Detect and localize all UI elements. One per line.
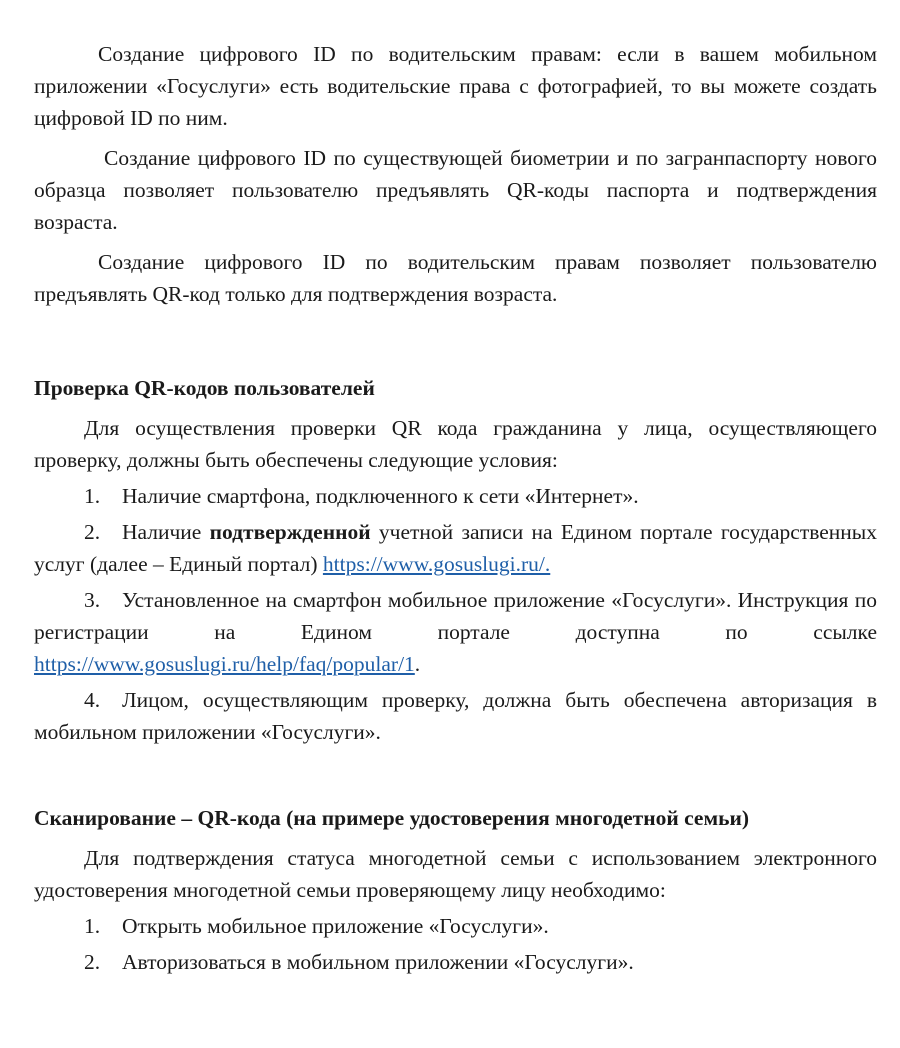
- list-item-app-installed: [34, 584, 877, 680]
- list-item-tail: .: [414, 652, 421, 676]
- list-item-text: Открыть мобильное приложение «Госуслуги».: [122, 914, 549, 938]
- faq-link[interactable]: https://www.gosuslugi.ru/help/faq/popular/1: [34, 652, 415, 676]
- list-item-open-app: [34, 910, 877, 942]
- list-number: 4.: [84, 688, 101, 712]
- section-heading-qr-check: Проверка QR-кодов пользователей: [34, 376, 375, 400]
- paragraph-qr-check-intro: Для осуществления проверки QR кода гражданина у лица, осуществляющего проверку, должны быть обеспечены следующие условия:: [34, 416, 877, 472]
- list-number: 2.: [84, 520, 101, 544]
- section-heading-scanning: Сканирование – QR-кода (на примере удостоверения многодетной семьи): [34, 806, 750, 830]
- list-number: 2.: [84, 950, 101, 974]
- paragraph-digital-id-license: Создание цифрового ID по водительским правам: если в вашем мобильном приложении «Госуслуги» есть водительские права с фотографией, то вы можете создать цифровой ID по ним.: [34, 42, 877, 130]
- list-item-text: Установленное на смартфон мобильное приложение «Госуслуги». Инструкция по регистрации на Едином портале доступна по ссылке: [34, 588, 877, 644]
- paragraph-digital-id-age: Создание цифрового ID по водительским правам позволяет пользователю предъявлять QR-код только для подтверждения возраста.: [34, 250, 877, 306]
- list-item-text: учетной записи на Едином портале государственных услуг (далее – Единый портал): [34, 520, 877, 576]
- list-item-authorization: [34, 684, 877, 748]
- gosuslugi-link[interactable]: https://www.gosuslugi.ru/.: [322, 552, 551, 576]
- document-page: [34, 38, 877, 978]
- list-item-smartphone: [34, 480, 877, 512]
- list-item-text: Наличие: [122, 520, 210, 544]
- list-number: 3.: [84, 588, 101, 612]
- paragraph-scanning-intro: Для подтверждения статуса многодетной семьи с использованием электронного удостоверения многодетной семьи проверяющему лицу необходимо:: [34, 846, 877, 902]
- list-item-text: Лицом, осуществляющим проверку, должна быть обеспечена авторизация в мобильном приложении «Госуслуги».: [34, 688, 877, 744]
- list-item-text: Авторизоваться в мобильном приложении «Госуслуги».: [122, 950, 634, 974]
- list-number: 1.: [84, 914, 101, 938]
- list-item-account: [34, 516, 877, 580]
- list-item-login-app: [34, 946, 877, 978]
- list-item-text: Наличие смартфона, подключенного к сети «Интернет».: [122, 484, 639, 508]
- bold-confirmed-text: подтвержденной: [209, 520, 371, 544]
- list-number: 1.: [84, 484, 101, 508]
- paragraph-digital-id-biometry: Создание цифрового ID по существующей биометрии и по загранпаспорту нового образца позволяет пользователю предъявлять QR-коды паспорта и подтверждения возраста.: [34, 146, 877, 234]
